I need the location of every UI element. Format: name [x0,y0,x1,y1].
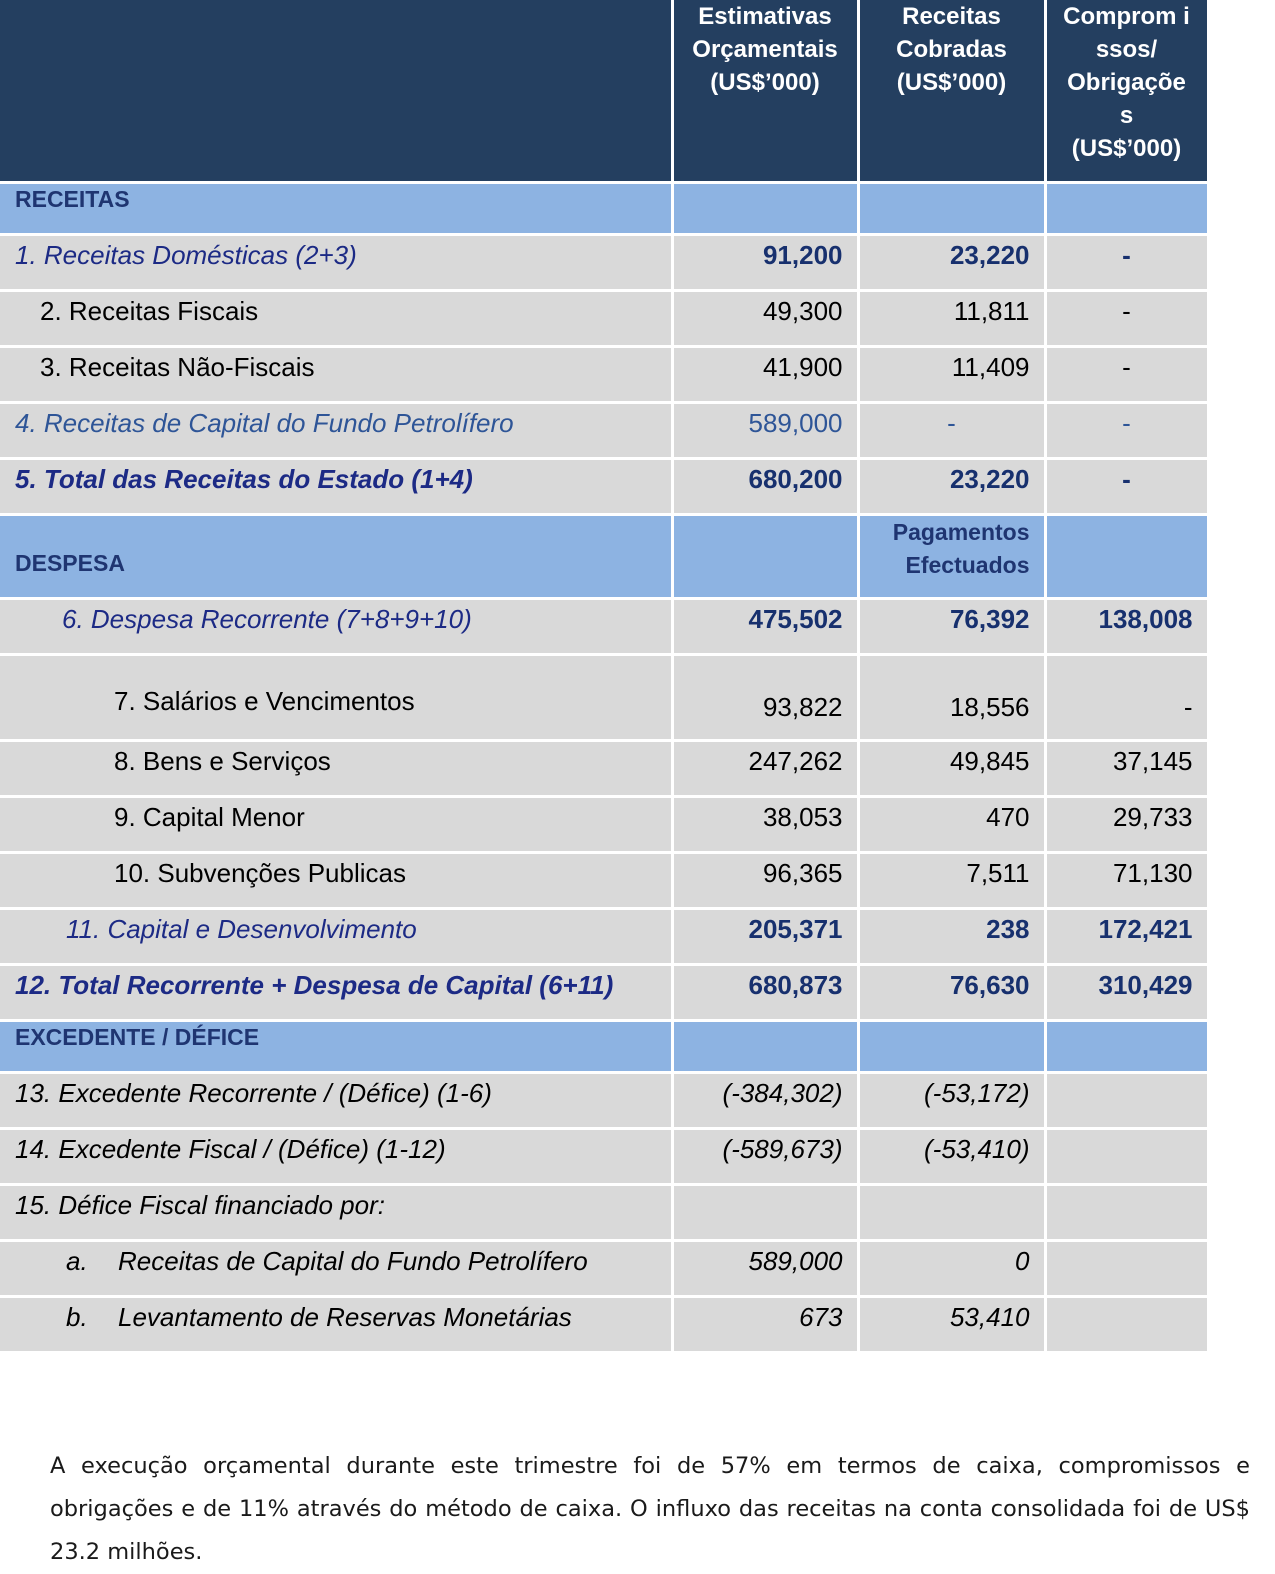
row-label-text: Receitas de Capital do Fundo Petrolífero [118,1245,588,1276]
header-line: s [1119,102,1134,129]
value-cobradas: 11,409 [858,346,1045,402]
value-estimativas: 475,502 [672,598,858,654]
value-compromissos: 138,008 [1045,598,1208,654]
value-compromissos: - [1045,458,1208,514]
value-cobradas: (-53,410) [858,1128,1045,1184]
value-estimativas: 49,300 [672,290,858,346]
value-estimativas: 93,822 [672,654,858,740]
table-row-total-despesa [0,964,1208,1020]
row-letter: a. [66,1245,88,1276]
header-compromissos [1045,0,1208,182]
value-estimativas: 91,200 [672,234,858,290]
section-cell [672,1020,858,1072]
section-title: RECEITAS [0,182,672,234]
value-pagamentos: 238 [858,908,1045,964]
value-estimativas: 680,873 [672,964,858,1020]
table-row [0,598,1208,654]
value-compromissos: 172,421 [1045,908,1208,964]
section-cell [858,182,1045,234]
row-label: 15. Défice Fiscal financiado por: [0,1184,672,1240]
value-cobradas [858,1184,1045,1240]
row-label: 9. Capital Menor [0,796,672,852]
header-line: ssos/ [1095,36,1158,63]
section-cell [672,182,858,234]
value-cobradas: 23,220 [858,458,1045,514]
value-cobradas: - [858,402,1045,458]
header-line: (US$’000) [710,69,820,96]
value-compromissos: - [1045,654,1208,740]
row-label: 14. Excedente Fiscal / (Défice) (1-12) [0,1128,672,1184]
value-cobradas: 23,220 [858,234,1045,290]
table-row [0,908,1208,964]
row-label: 11. Capital e Desenvolvimento [0,908,672,964]
table-row [0,1240,1208,1296]
value-cobradas: 0 [858,1240,1045,1296]
header-line: Comprom i [1063,3,1190,30]
value-estimativas [672,1184,858,1240]
section-subheader-pagamentos [858,514,1045,598]
row-label: 4. Receitas de Capital do Fundo Petrolífero [0,402,672,458]
value-compromissos [1045,1296,1208,1352]
row-label: 8. Bens e Serviços [0,740,672,796]
value-compromissos: 310,429 [1045,964,1208,1020]
value-compromissos [1045,1128,1208,1184]
table-header-row [0,0,1208,182]
value-cobradas: 11,811 [858,290,1045,346]
row-label [0,1240,672,1296]
table-row [0,852,1208,908]
value-pagamentos: 7,511 [858,852,1045,908]
value-estimativas: 38,053 [672,796,858,852]
value-estimativas: 589,000 [672,1240,858,1296]
table-row [0,796,1208,852]
value-compromissos [1045,1072,1208,1128]
section-title: DESPESA [0,514,672,598]
header-line: Cobradas [896,36,1007,63]
value-compromissos: 37,145 [1045,740,1208,796]
table-row [0,1072,1208,1128]
section-row-receitas [0,182,1208,234]
row-label: 7. Salários e Vencimentos [0,654,672,740]
row-label: 3. Receitas Não-Fiscais [0,346,672,402]
row-label [0,1296,672,1352]
header-line: (US$’000) [1071,135,1182,162]
value-pagamentos: 18,556 [858,654,1045,740]
row-label-text: Levantamento de Reservas Monetárias [118,1301,572,1332]
subheader-line: Pagamentos [892,518,1030,545]
value-estimativas: 41,900 [672,346,858,402]
header-line: Orçamentais [692,36,838,63]
row-label: 10. Subvenções Publicas [0,852,672,908]
row-label: 2. Receitas Fiscais [0,290,672,346]
value-estimativas: 673 [672,1296,858,1352]
value-compromissos: 71,130 [1045,852,1208,908]
value-compromissos: - [1045,290,1208,346]
value-pagamentos: 470 [858,796,1045,852]
row-label: 5. Total das Receitas do Estado (1+4) [0,458,672,514]
table-row [0,654,1208,740]
table-row [0,1184,1208,1240]
row-label: 12. Total Recorrente + Despesa de Capital (6+11) [0,964,672,1020]
section-cell [1045,514,1208,598]
value-pagamentos: 49,845 [858,740,1045,796]
value-compromissos: - [1045,346,1208,402]
value-compromissos: 29,733 [1045,796,1208,852]
value-compromissos [1045,1240,1208,1296]
section-row-despesa [0,514,1208,598]
value-estimativas: 680,200 [672,458,858,514]
header-line: Obrigaçõe [1067,69,1186,96]
header-estimativas [672,0,858,182]
value-cobradas: 53,410 [858,1296,1045,1352]
header-line: Receitas [902,3,1001,30]
value-estimativas: 205,371 [672,908,858,964]
value-compromissos: - [1045,234,1208,290]
section-title: EXCEDENTE / DÉFICE [0,1020,672,1072]
section-row-excedente [0,1020,1208,1072]
value-estimativas: 589,000 [672,402,858,458]
table-row [0,346,1208,402]
row-label: 6. Despesa Recorrente (7+8+9+10) [0,598,672,654]
section-cell [672,514,858,598]
value-estimativas: (-589,673) [672,1128,858,1184]
header-blank-cell [0,0,672,182]
subheader-line: Efectuados [905,551,1030,578]
value-pagamentos: 76,392 [858,598,1045,654]
table-row [0,234,1208,290]
table-row [0,1296,1208,1352]
section-cell [1045,182,1208,234]
table-row [0,1128,1208,1184]
value-estimativas: 96,365 [672,852,858,908]
section-cell [1045,1020,1208,1072]
table-row [0,740,1208,796]
value-compromissos: - [1045,402,1208,458]
table-row [0,402,1208,458]
value-compromissos [1045,1184,1208,1240]
table-row-total-receitas [0,458,1208,514]
row-label: 13. Excedente Recorrente / (Défice) (1-6) [0,1072,672,1128]
row-letter: b. [66,1301,88,1332]
value-estimativas: 247,262 [672,740,858,796]
header-line: Estimativas [698,3,832,30]
row-label: 1. Receitas Domésticas (2+3) [0,234,672,290]
value-pagamentos: 76,630 [858,964,1045,1020]
value-cobradas: (-53,172) [858,1072,1045,1128]
summary-paragraph: A execução orçamental durante este trimestre foi de 57% em termos de caixa, compromissos e obrigações e de 11% através do método de caixa. O influxo das receitas na conta consolidada foi de US$ 23.2 milhões. [50,1452,1250,1565]
section-cell [858,1020,1045,1072]
header-line: (US$’000) [896,69,1007,96]
value-estimativas: (-384,302) [672,1072,858,1128]
header-receitas-cobradas [858,0,1045,182]
table-row [0,290,1208,346]
